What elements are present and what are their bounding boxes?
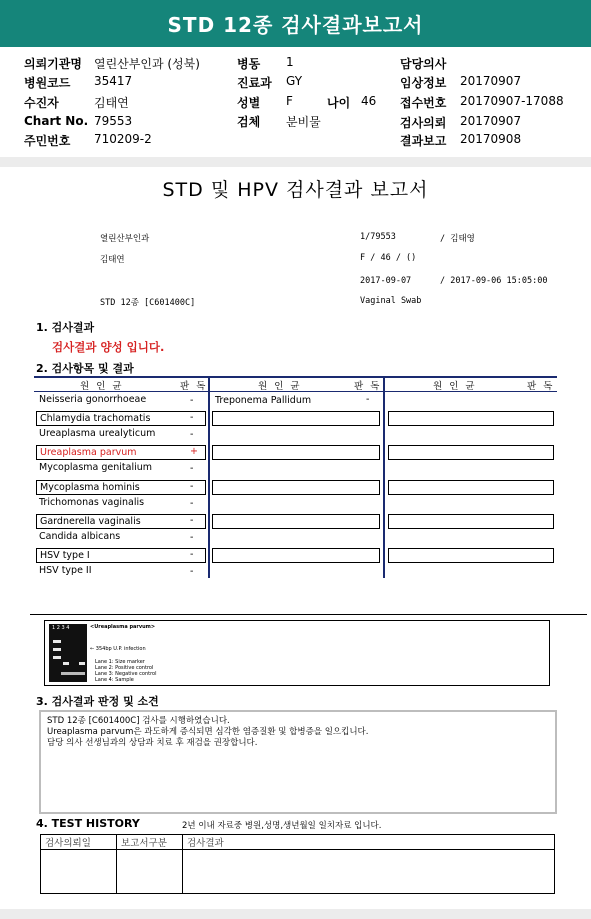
report-name: / 김태영 bbox=[440, 234, 475, 244]
opinion-line: STD 12종 [C601400C] 검사를 시행하였습니다. bbox=[47, 716, 230, 726]
empty-result-box bbox=[388, 411, 554, 426]
report-date-report: / 2017-09-06 15:05:00 bbox=[440, 276, 548, 286]
report-specimen: Vaginal Swab bbox=[360, 296, 422, 306]
gel-electrophoresis-image bbox=[49, 624, 87, 682]
empty-result-box bbox=[212, 514, 380, 529]
col-organism-3: 원 인 균 bbox=[433, 381, 477, 392]
report-patient: 김태연 bbox=[100, 255, 125, 265]
section-gap bbox=[0, 157, 591, 167]
gel-band bbox=[53, 656, 61, 659]
opinion-box bbox=[39, 710, 557, 814]
receiver-value: 김태연 bbox=[94, 96, 129, 110]
empty-result-box bbox=[388, 514, 554, 529]
doctor-label: 담당의사 bbox=[400, 57, 447, 71]
organism-result: - bbox=[190, 429, 194, 440]
grid-col-divider-1 bbox=[208, 376, 210, 578]
empty-result-box bbox=[212, 411, 380, 426]
gel-lane-legend: Lane 3: Negative control bbox=[95, 671, 157, 677]
empty-result-box bbox=[388, 480, 554, 495]
opinion-line: Ureaplasma parvum은 과도하게 증식되면 심각한 염증질환 및 합병증을 일으킵니다. bbox=[47, 727, 369, 737]
organism-result: - bbox=[190, 498, 194, 509]
organism-name: Ureaplasma urealyticum bbox=[39, 428, 156, 439]
section-divider bbox=[30, 614, 587, 615]
organism-name: Candida albicans bbox=[39, 531, 121, 542]
organism-name: Gardnerella vaginalis bbox=[36, 514, 206, 529]
report-banner: STD 12종 검사결과보고서 bbox=[0, 0, 591, 47]
organism-name: Chlamydia trachomatis bbox=[36, 411, 206, 426]
section-4-title: 4. TEST HISTORY bbox=[36, 817, 140, 830]
request-value: 20170907 bbox=[460, 114, 522, 128]
gel-figure bbox=[44, 620, 550, 686]
gel-band bbox=[53, 640, 61, 643]
report-sex-age: F / 46 / () bbox=[360, 253, 417, 263]
positive-message: 검사결과 양성 입니다. bbox=[52, 340, 165, 354]
gel-band bbox=[79, 662, 85, 665]
organism-name: Mycoplasma genitalium bbox=[39, 462, 153, 473]
report-test-code: STD 12종 [C601400C] bbox=[100, 298, 196, 308]
section-3-title: 3. 검사결과 판정 및 소견 bbox=[36, 695, 159, 708]
empty-result-box bbox=[212, 548, 380, 563]
report-date-value: 20170908 bbox=[460, 132, 522, 146]
bottom-gap bbox=[0, 909, 591, 919]
organism-name: Neisseria gonorrhoeae bbox=[39, 394, 147, 405]
age-label: 나이 bbox=[327, 96, 351, 110]
chart-value: 79553 bbox=[94, 114, 133, 128]
col-organism-2: 원 인 균 bbox=[258, 381, 302, 392]
accession-value: 20170907-17088 bbox=[460, 94, 564, 108]
empty-result-box bbox=[388, 548, 554, 563]
history-cell bbox=[183, 850, 555, 894]
organism-result: + bbox=[190, 446, 198, 457]
col-organism-1: 원 인 균 bbox=[80, 381, 124, 392]
code-label: 병원코드 bbox=[24, 76, 71, 90]
gel-lane-legend: Lane 4: Sample bbox=[95, 677, 134, 683]
gel-lane-legend: Lane 1: Size marker bbox=[95, 659, 145, 665]
history-note: 2년 이내 자료중 병원,성명,생년월일 일치자료 입니다. bbox=[182, 821, 382, 831]
code-value: 35417 bbox=[94, 74, 133, 88]
sex-label: 성별 bbox=[237, 96, 261, 110]
organism-result: - bbox=[190, 515, 194, 526]
gel-band bbox=[63, 662, 69, 665]
section-2-title: 2. 검사항목 및 결과 bbox=[36, 362, 134, 375]
report-title: STD 및 HPV 검사결과 보고서 bbox=[162, 179, 429, 201]
organism-result: - bbox=[190, 463, 194, 474]
receiver-label: 수진자 bbox=[24, 96, 59, 110]
opinion-line: 담당 의사 선생님과의 상담과 치료 후 재검을 권장합니다. bbox=[47, 738, 258, 748]
age-value: 46 bbox=[361, 94, 377, 108]
report-hospital: 열린산부인과 bbox=[100, 234, 150, 244]
history-cell bbox=[41, 850, 117, 894]
col-result-3: 판 독 bbox=[527, 381, 555, 392]
accession-label: 접수번호 bbox=[400, 96, 447, 110]
gel-lane-numbers: 1 2 3 4 bbox=[52, 625, 70, 631]
organism-name: HSV type II bbox=[39, 565, 92, 576]
col-result-1: 판 독 bbox=[180, 381, 208, 392]
empty-result-box bbox=[388, 445, 554, 460]
history-col-type: 보고서구분 bbox=[117, 835, 183, 850]
organism-result: - bbox=[190, 532, 194, 543]
hospital-value: 열린산부인과 (성북) bbox=[94, 57, 200, 71]
hospital-label: 의뢰기관명 bbox=[24, 57, 82, 71]
report-date-request: 2017-09-07 bbox=[360, 276, 412, 286]
gel-lane-legend: Lane 2: Positive control bbox=[95, 665, 154, 671]
dept-label: 진료과 bbox=[237, 76, 272, 90]
organism-result: - bbox=[190, 549, 194, 560]
history-col-date: 검사의뢰일 bbox=[41, 835, 117, 850]
gel-title: <Ureaplasma parvum> bbox=[90, 624, 156, 630]
grid-col-divider-2 bbox=[383, 376, 385, 578]
clinical-value: 20170907 bbox=[460, 74, 522, 88]
history-cell bbox=[117, 850, 183, 894]
specimen-value: 분비물 bbox=[286, 115, 321, 129]
treponema-result: - bbox=[366, 394, 370, 405]
chart-label: Chart No. bbox=[24, 114, 89, 128]
report-id: 1/79553 bbox=[360, 232, 396, 242]
clinical-label: 임상정보 bbox=[400, 76, 447, 90]
organism-result: - bbox=[190, 412, 194, 423]
organism-result: - bbox=[190, 566, 194, 577]
rrn-value: 710209-2 bbox=[94, 132, 152, 146]
gel-band bbox=[61, 672, 85, 675]
gel-arrow-label: ← 354bp U.P. infection bbox=[90, 646, 146, 652]
organism-name: Trichomonas vaginalis bbox=[39, 497, 145, 508]
sex-value: F bbox=[286, 94, 293, 108]
gel-band bbox=[53, 648, 61, 651]
report-date-label: 결과보고 bbox=[400, 134, 447, 148]
grid-header-divider bbox=[34, 391, 557, 392]
col-result-2: 판 독 bbox=[354, 381, 382, 392]
rrn-label: 주민번호 bbox=[24, 134, 71, 148]
treponema-name: Treponema Pallidum bbox=[215, 395, 312, 406]
ward-label: 병동 bbox=[237, 57, 261, 71]
organism-name: Mycoplasma hominis bbox=[36, 480, 206, 495]
empty-result-box bbox=[212, 480, 380, 495]
organism-result: - bbox=[190, 395, 194, 406]
report-page bbox=[0, 167, 591, 909]
specimen-label: 검체 bbox=[237, 115, 261, 129]
ward-value: 1 bbox=[286, 55, 294, 69]
dept-value: GY bbox=[286, 74, 303, 88]
empty-result-box bbox=[212, 445, 380, 460]
history-table bbox=[40, 834, 555, 894]
section-1-title: 1. 검사결과 bbox=[36, 321, 95, 334]
organism-name: Ureaplasma parvum bbox=[36, 445, 206, 460]
organism-result: - bbox=[190, 481, 194, 492]
request-label: 검사의뢰 bbox=[400, 116, 447, 130]
patient-info-panel bbox=[0, 47, 591, 157]
organism-name: HSV type I bbox=[36, 548, 206, 563]
history-col-result: 검사결과 bbox=[183, 835, 555, 850]
